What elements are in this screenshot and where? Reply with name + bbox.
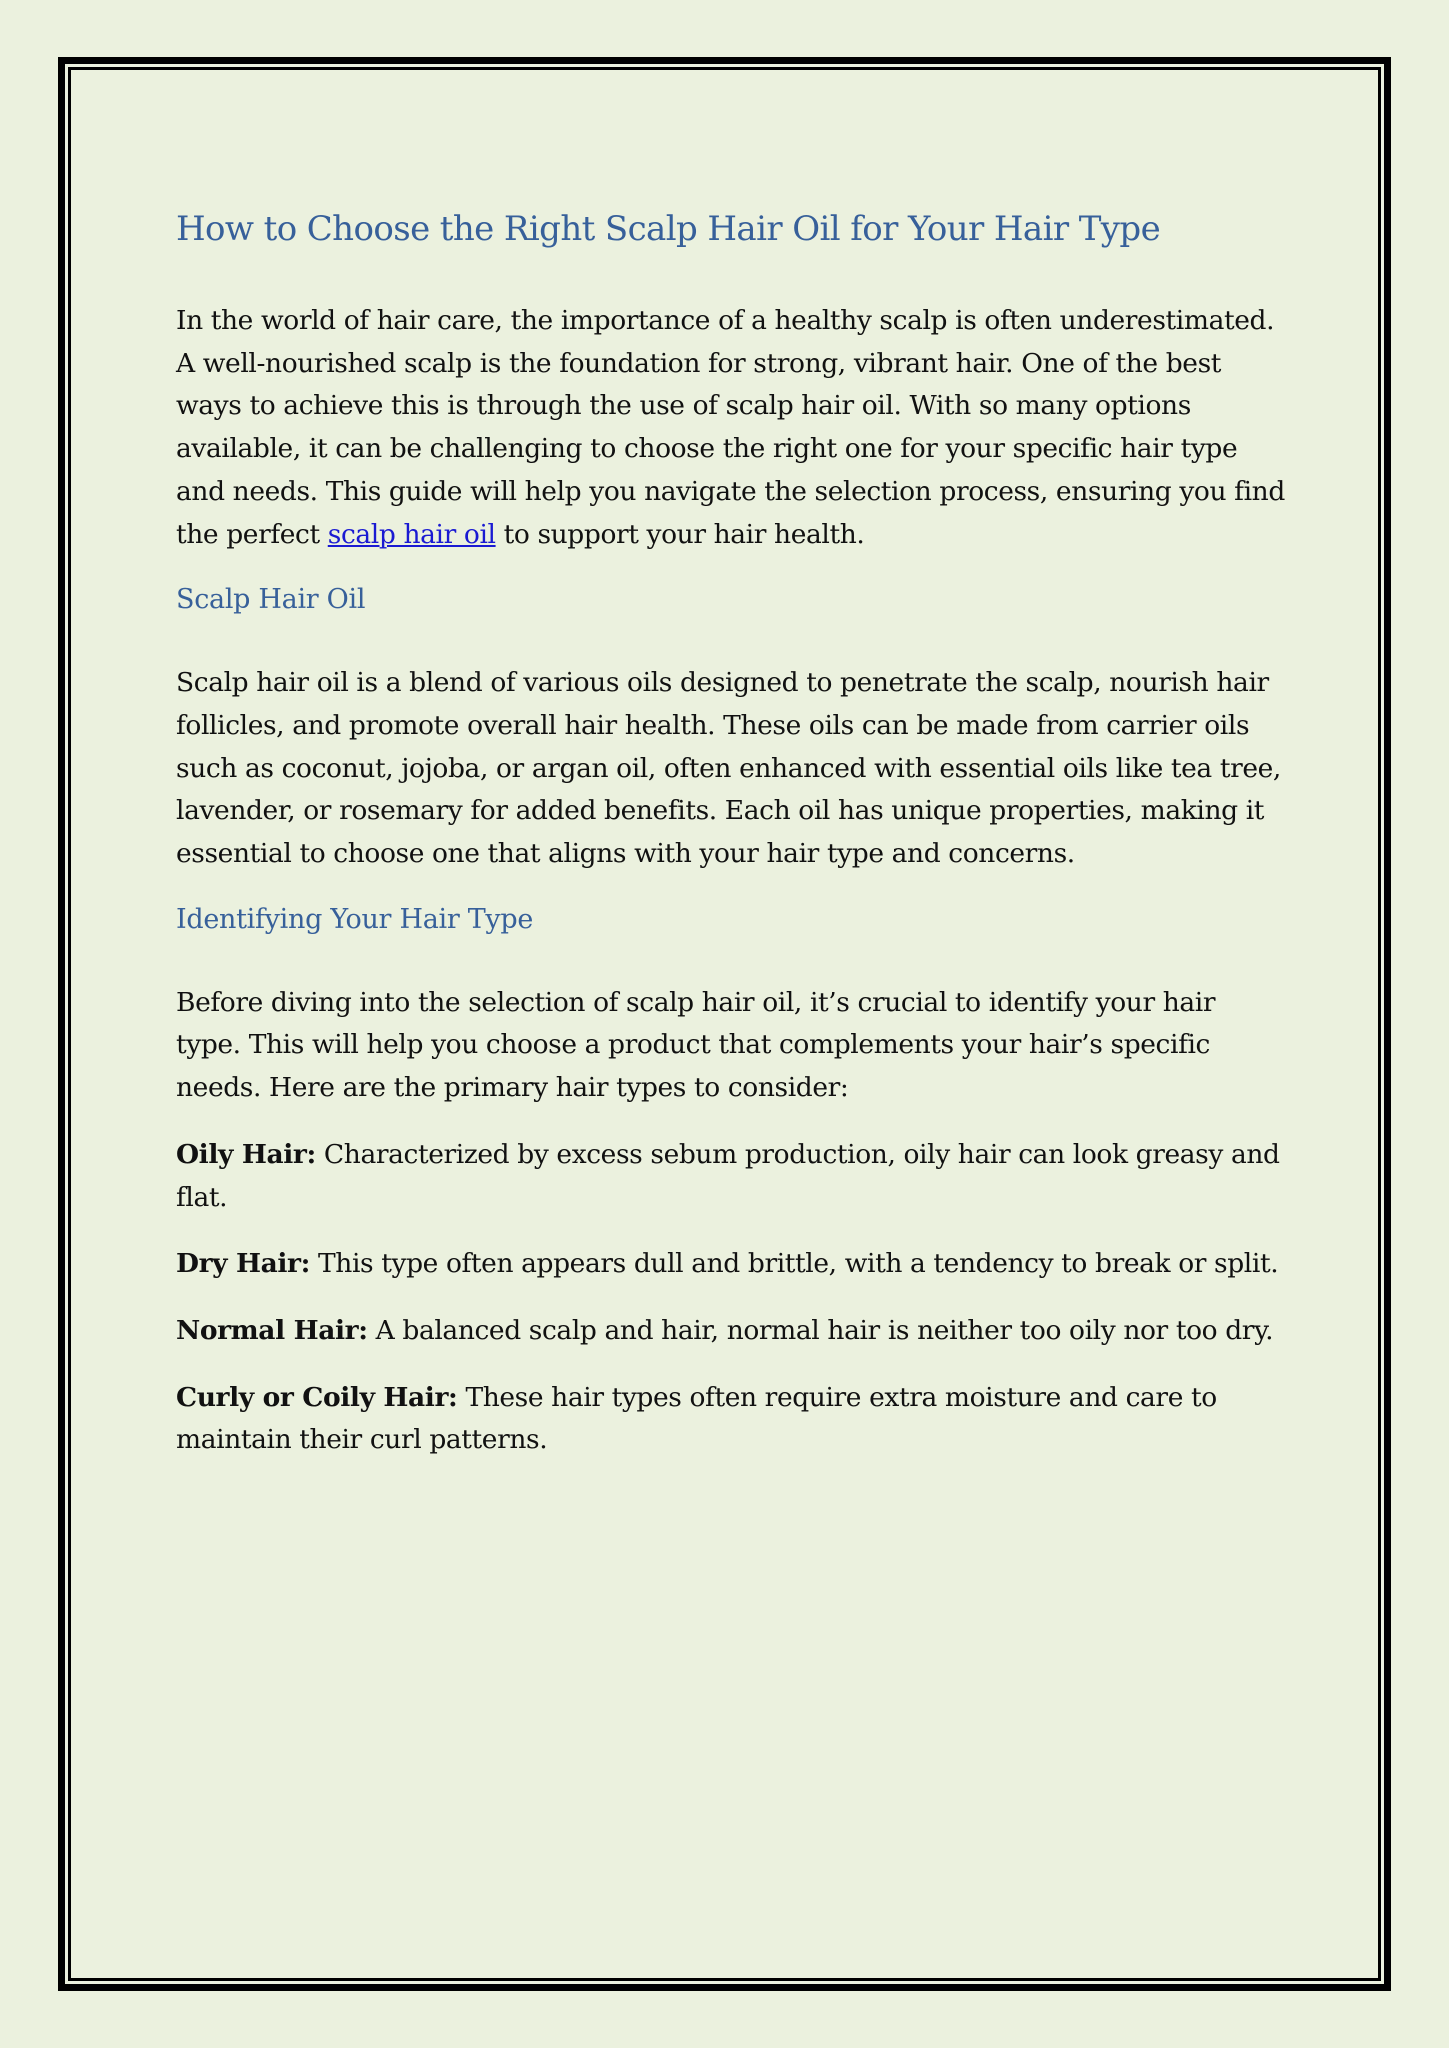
- intro-text-after-link: to support your hair health.: [495, 518, 865, 550]
- document-title: How to Choose the Right Scalp Hair Oil for Your Hair Type: [176, 209, 1161, 249]
- intro-text-before-link: In the world of hair care, the importance of a healthy scalp is often underestimated. A well-nourished scalp is the foundation for strong, vibrant hair. One of the best ways to achieve this is through the use of scalp hair oil. With so many options available, it can be challenging to choose the right one for your specific hair type and needs. This guide will help you navigate the selection process, ensuring you find the perfect: [176, 305, 1285, 550]
- intro-paragraph: [176, 300, 1286, 556]
- hair-type-label: Oily Hair:: [176, 1138, 316, 1170]
- hair-type-item-curly: [176, 1377, 1286, 1462]
- hair-type-intro-paragraph: Before diving into the selection of scalp hair oil, it’s crucial to identify your hair type. This will help you choose a product that complements your hair’s specific needs. Here are the primary hair types to consider:: [176, 986, 1216, 1104]
- section-heading-identifying-hair-type: Identifying Your Hair Type: [176, 903, 534, 935]
- hair-type-item-oily: [176, 1134, 1286, 1219]
- hair-type-description: This type often appears dull and brittle, with a tendency to break or split.: [310, 1248, 1279, 1280]
- hair-type-item-normal: [176, 1310, 1286, 1353]
- document-content: [176, 203, 1286, 1486]
- scalp-hair-oil-paragraph: Scalp hair oil is a blend of various oils designed to penetrate the scalp, nourish hair follicles, and promote overall hair health. These oils can be made from carrier oils such as coconut, jojoba, or argan oil, often enhanced with essential oils like tea tree, lavender, or rosemary for added benefits. Each oil has unique properties, making it essential to choose one that aligns with your hair type and concerns.: [176, 667, 1281, 870]
- hair-type-label: Curly or Coily Hair:: [176, 1381, 458, 1413]
- hair-type-item-dry: [176, 1243, 1286, 1286]
- hair-type-description: These hair types often require extra moisture and care to maintain their curl patterns.: [176, 1381, 1217, 1456]
- hair-type-label: Normal Hair:: [176, 1314, 368, 1346]
- hair-type-description: Characterized by excess sebum production, oily hair can look greasy and flat.: [176, 1138, 1280, 1213]
- hair-type-description: A balanced scalp and hair, normal hair is neither too oily nor too dry.: [367, 1314, 1274, 1346]
- hair-type-label: Dry Hair:: [176, 1248, 310, 1280]
- section-heading-scalp-hair-oil: Scalp Hair Oil: [176, 584, 366, 616]
- scalp-hair-oil-link[interactable]: scalp hair oil: [327, 518, 496, 550]
